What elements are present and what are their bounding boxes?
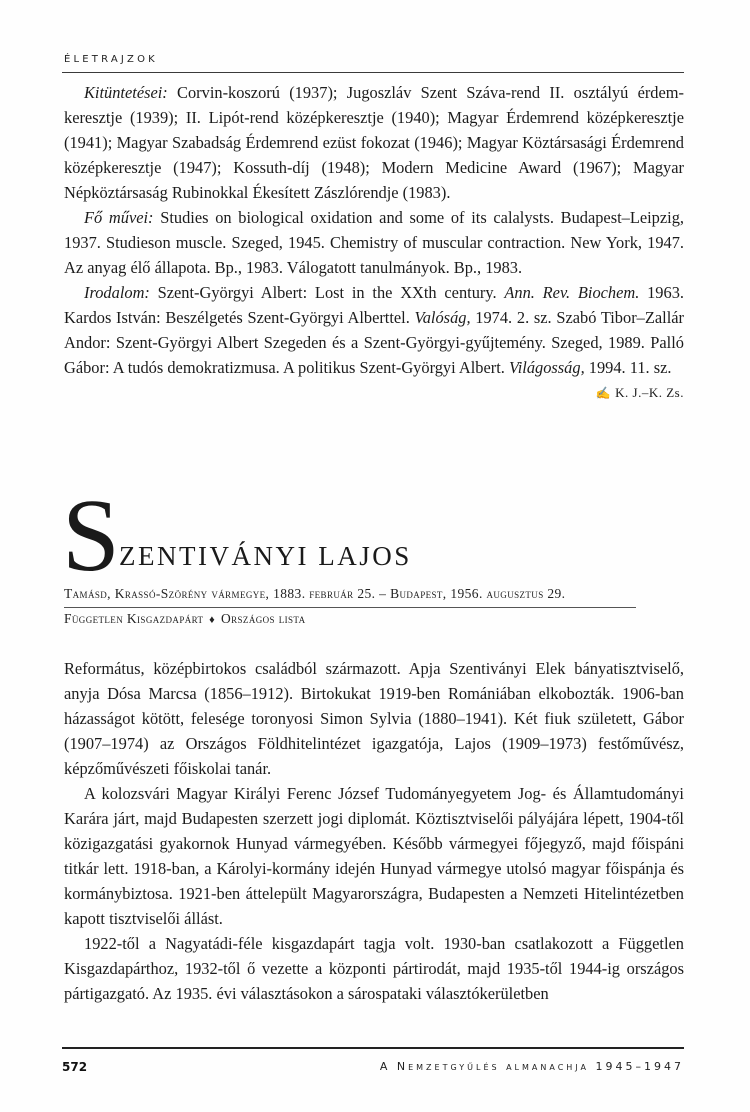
footer-rule <box>62 1047 684 1049</box>
previous-entry-tail <box>64 80 684 406</box>
journal-title: Világosság, <box>508 358 585 377</box>
header-rule <box>62 72 684 73</box>
awards-label: Kitüntetései: <box>84 83 168 102</box>
works-text: Studies on biological oxidation and some of its calalysts. Budapest–Leipzig, 1937. Studieson muscle. Szeged, 1945. Chemistry of muscular contraction. New York, 1947. Az anyag élő állapota. Bp., 1983. Válogatott tanulmányok. Bp., 1983. <box>64 208 684 277</box>
book-title: A Nemzetgyűlés almanachja 1945–1947 <box>379 1060 684 1073</box>
entry-title <box>62 478 682 593</box>
author-signature <box>576 380 684 406</box>
drop-cap: S <box>62 478 120 593</box>
literature-text: Szent-Györgyi Albert: Lost in the XXth century. <box>149 283 505 302</box>
pen-writing-icon: ✍ <box>595 386 612 400</box>
page-number: 572 <box>62 1060 88 1074</box>
journal-title: Ann. Rev. Biochem. <box>504 283 640 302</box>
literature-text: 1963. Kardos István: Beszélgetés Szent-Györgyi Alberttel. <box>64 283 684 327</box>
diamond-separator-icon: ♦ <box>209 614 216 626</box>
literature-label: Irodalom: <box>84 283 150 302</box>
literature-paragraph <box>64 280 684 400</box>
literature-text: 1974. 2. sz. Szabó Tibor–Zallár Andor: Szent-Györgyi Albert Szegeden és a Szent-Györgyi-gyűjtemény. Szeged, 1989. Palló Gábor: A tudós demokratizmusa. A politikus Szent-Györgyi Albert. <box>64 308 684 377</box>
entry-name: ZENTIVÁNYI LAJOS <box>119 541 412 571</box>
works-paragraph <box>64 205 684 280</box>
literature-text: 1994. 11. sz. <box>584 358 672 377</box>
body-paragraph: Református, középbirtokos családból származott. Apja Szentiványi Elek bányatisztviselő, anyja Dósa Marcsa (1856–1912). Birtokukat 1919-ben Romániában elkobozták. 1906-ban házasságot kötött, felesége toronyosi Simon Sylvia (1880–1941). Két fiuk született, Gábor (1907–1974) az Országos Földhitelintézet igazgatója, Lajos (1909–1973) festőművész, képzőművészeti főiskolai tanár. <box>64 659 684 778</box>
signature-initials: K. J.–K. Zs. <box>615 385 684 400</box>
party-line <box>64 611 305 627</box>
list-type: Országos lista <box>220 611 306 626</box>
meta-rule <box>64 607 636 608</box>
awards-paragraph <box>64 80 684 205</box>
body-paragraph: A kolozsvári Magyar Királyi Ferenc József Tudományegyetem Jog- és Államtudományi Karára járt, majd Budapesten szerzett jogi diplomát. Köztisztviselői pályájára lépett, 1904-től közigazgatási gyakornok Hunyad vármegyében. Később vármegyei főjegyző, majd főispáni titkár lett. 1918-ban, a Károlyi-kormány idején Hunyad vármegye utolsó magyar főispánja és kormánybiztosa. 1921-ben áttelepült Magyarországra, Budapesten a Nemzeti Hitelintézetben kapott tisztviselői állást. <box>64 784 684 928</box>
party-name: Független Kisgazdapárt <box>64 611 204 626</box>
birth-death-line: Tamásd, Krassó-Szörény vármegye, 1883. február 25. – Budapest, 1956. augusztus 29. <box>64 586 566 601</box>
journal-title: Valóság, <box>414 308 471 327</box>
works-label: Fő művei: <box>84 208 154 227</box>
running-head: ÉLETRAJZOK <box>64 54 158 65</box>
entry-body <box>64 656 684 1006</box>
awards-text: Corvin-koszorú (1937); Jugoszláv Szent Száva-rend II. osztályú érdemkeresztje (1939); II. Lipót-rend középkeresztje (1940); Magyar Érdemrend középkeresztje (1941); Magyar Szabadság Érdemrend ezüst fokozat (1946); Magyar Köztársasági Érdemrend középkeresztje (1947); Kossuth-díj (1948); Modern Medicine Award (1967); Magyar Népköztársaság Rubinokkal Ékesített Zászlórendje (1983). <box>64 83 684 202</box>
body-paragraph: 1922-től a Nagyatádi-féle kisgazdapárt tagja volt. 1930-ban csatlakozott a Független Kisgazdapárthoz, 1932-től ő vezette a központi pártirodát, majd 1935-től 1944-ig országos pártigazgató. Az 1935. évi választásokon a sárospataki választókerületben <box>64 934 684 1003</box>
